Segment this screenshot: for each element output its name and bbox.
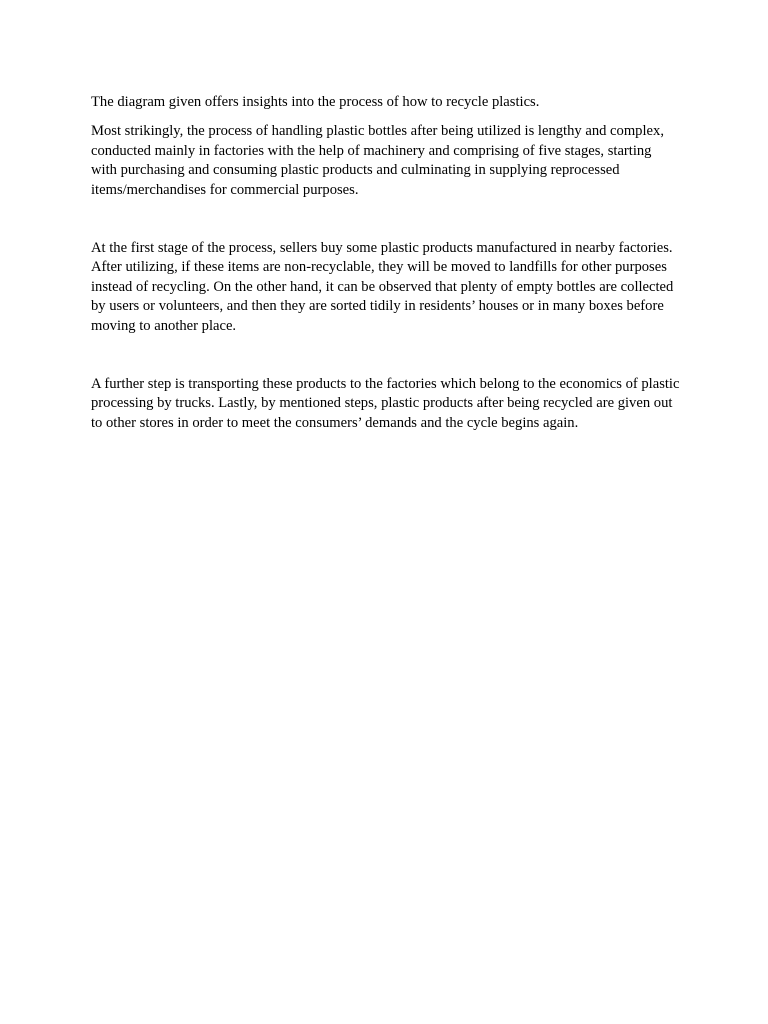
first-stage-paragraph: At the first stage of the process, sellers buy some plastic products manufactured in nearby factories. After utilizing, if these items are non-recyclable, they will be moved to landfills for other purposes instead of recycling. On the other hand, it can be observed that plenty of empty bottles are collected by users or volunteers, and then they are sorted tidily in residents’ houses or in many boxes before moving to another place.	[91, 240, 674, 334]
further-step-paragraph: A further step is transporting these products to the factories which belong to the economics of plastic processing by trucks. Lastly, by mentioned steps, plastic products after being recycled are given out to other stores in order to meet the consumers’ demands and the cycle begins again.	[91, 376, 680, 431]
intro-paragraph: The diagram given offers insights into the process of how to recycle plastics.	[91, 94, 540, 110]
overview-paragraph: Most strikingly, the process of handling plastic bottles after being utilized is lengthy and complex, conducted mainly in factories with the help of machinery and comprising of five stages, starting with purchasing and consuming plastic products and culminating in supplying reprocessed items/merchandises for commercial purposes.	[91, 123, 664, 198]
document-body	[91, 93, 681, 433]
